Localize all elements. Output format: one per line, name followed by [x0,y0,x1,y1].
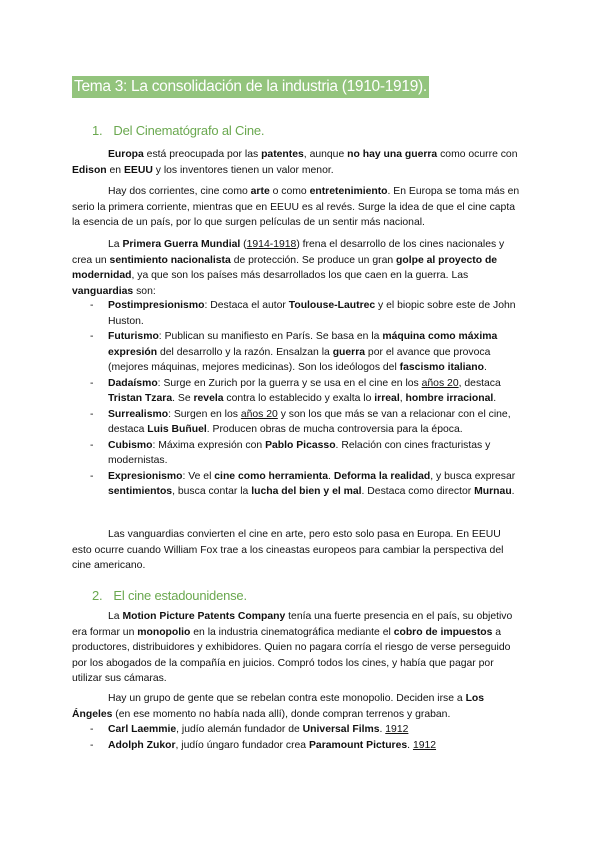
text-run: está preocupada por las [143,149,262,160]
text-run: tenía una fuerte presencia en el país, su objetivo era formar un [72,611,513,638]
bold-text: hombre irracional [405,393,494,404]
text-run: y son los que más se van a relacionar con el cine, destaca [108,408,511,435]
bold-text: Paramount Pictures [308,739,408,751]
bold-text: guerra [332,346,366,358]
text-run: . [407,739,413,751]
vanguard-list [72,298,522,500]
text-run: . [483,362,487,373]
text-run: La [108,239,123,250]
bold-text: Pablo Picasso [265,439,336,451]
text-run: , judío alemán fundador de [176,724,303,735]
text-run: : Destaca el autor [204,300,289,311]
text-run: , ya que son los países más desarrollados los que caen en la guerra. Las [131,270,469,281]
bold-text: Motion Picture Patents Company [122,611,286,622]
text-run: : Surgen en los [168,408,241,420]
text-run: . Se [172,393,194,404]
bold-text: Primera Guerra Mundial [122,239,241,250]
bold-text: Dadaísmo [108,377,158,389]
page-title: Tema 3: La consolidación de la industria (1910-1919). [72,76,429,98]
bold-text: golpe al proyecto de modernidad [72,254,498,281]
text-run: ) frena el desarrollo de los cines nacionales y crea un [72,239,505,266]
section-title: Del Cinematógrafo al Cine. [113,123,265,138]
list-item [72,738,522,754]
bold-text: Los Ángeles [72,693,485,720]
text-run: Hay un grupo de gente que se rebelan contra este monopolio. Deciden irse a [108,693,466,704]
text-run: de protección. Se produce un gran [230,254,397,266]
paragraph [72,237,522,299]
bold-text: Surrealismo [108,408,169,420]
text-run: son: [133,285,156,297]
bold-text: Deforma la realidad [333,470,431,482]
list-item [72,376,522,407]
text-run: . Producen obras de mucha controversia para la época. [206,424,463,435]
bold-text: revela [193,393,224,404]
dash-bullet: - [90,377,94,389]
bold-text: entretenimiento [309,186,388,197]
text-run: ( [240,239,247,250]
text-run: como ocurre con [437,149,518,160]
bold-text: Cubismo [108,439,153,451]
bold-text: sentimiento nacionalista [109,254,231,266]
text-run: del desarrollo y la razón. Ensalzan la [157,346,333,358]
text-run: : Ve el [182,470,215,482]
bold-text: Universal Films [302,724,380,735]
bold-text: no hay una guerra [347,149,438,160]
dash-bullet: - [90,331,94,342]
title-block [72,76,429,98]
underlined-text: 1914-1918 [246,239,297,250]
text-run: , y busca expresar [430,470,516,482]
list-item [72,298,522,329]
text-run: a productores, distribuidores y exhibidores. Quien no pagara corría el riesgo de verse perseguido por los abogados de la compañía en juicios. Compró todos los cines, y había que pagar por utilizar sus cámaras. [72,626,511,684]
text-run: en [106,164,124,176]
dash-bullet: - [90,470,94,482]
text-run: . [493,393,497,404]
text-run: . [511,486,515,497]
list-item [72,407,522,438]
bold-text: vanguardias [72,285,134,297]
text-run: o como [269,186,310,197]
text-run: , aunque [303,149,348,160]
list-item [72,329,522,376]
text-run: y los inventores tienen un valor menor. [152,164,334,176]
dash-bullet: - [90,408,94,420]
paragraph-text [72,691,522,722]
bold-text: irreal [374,393,400,404]
paragraph [72,609,522,687]
text-run: . [328,470,334,482]
section-heading-1 [92,123,264,138]
bold-text: patentes [261,149,304,160]
text-run: La [108,611,123,622]
text-run: . En Europa se toma más en serio la primera corriente, mientras que en EEUU es al revés. Surge la idea de que el cine capta la esencia de un país, por lo que surgen películas de un sentir más nacional. [72,186,520,228]
text-run: , destaca [458,377,501,389]
bold-text: Murnau [474,486,512,497]
text-run: , judío úngaro fundador crea [175,739,309,751]
founders-list [72,722,522,753]
paragraph-text [72,609,522,687]
dash-bullet: - [90,724,94,735]
bold-text: fascismo italiano [399,362,484,373]
text-run: : Máxima expresión con [152,439,266,451]
bold-text: cobro de impuestos [393,626,493,638]
bold-text: Toulouse-Lautrec [288,300,376,311]
underlined-text: años 20 [240,408,278,420]
text-run: . Destaca como director [361,486,475,497]
paragraph-text [72,147,522,178]
section-title: El cine estadounidense. [113,588,247,603]
bold-text: Carl Laemmie [108,724,177,735]
text-run: contra lo establecido y exalta lo [223,393,375,404]
text-run: Hay dos corrientes, cine como [108,186,251,197]
bold-text: cine como herramienta [214,470,329,482]
bold-text: Edison [72,164,107,176]
paragraph-text [72,184,522,231]
paragraph-text [72,237,522,299]
text-run: y el biopic sobre este de John Huston. [108,300,516,327]
dash-bullet: - [90,739,94,751]
underlined-text: 1912 [385,724,409,735]
paragraph-text [72,527,522,574]
section-number: 2. [92,588,103,603]
bold-text: Luis Buñuel [147,424,207,435]
dash-bullet: - [90,300,94,311]
text-run: . Relación con cines fracturistas y modernistas. [108,439,491,466]
list-item [72,438,522,469]
paragraph [72,147,522,178]
bold-text: Postimpresionismo [108,300,205,311]
paragraph [72,527,522,574]
underlined-text: años 20 [421,377,459,389]
list-item [72,469,522,500]
text-run: : Surge en Zurich por la guerra y se usa en el cine en los [157,377,422,389]
bold-text: lucha del bien y el mal [251,486,362,497]
list-item [72,722,522,738]
paragraph [72,184,522,231]
paragraph [72,691,522,722]
underlined-text: 1912 [412,739,437,751]
bold-text: arte [250,186,270,197]
text-run: (en ese momento no había nada allí), donde compran terrenos y graban. [112,708,451,720]
section-number: 1. [92,123,103,138]
bold-text: Tristan Tzara [108,393,173,404]
bold-text: Adolph Zukor [108,739,176,751]
text-run: : Publican su manifiesto en París. Se basa en la [158,331,383,342]
text-run: . [379,724,386,735]
bold-text: Expresionismo [108,470,183,482]
bold-text: monopolio [137,626,191,638]
text-run: por el avance que provoca (mejores máquinas, mejores medicinas). Son los ideólogos del [108,346,491,373]
dash-bullet: - [90,439,94,451]
text-run: en la industria cinematográfica mediante el [190,626,394,638]
bold-text: Europa [108,149,144,160]
bold-text: sentimientos [108,486,173,497]
section-heading-2 [92,588,247,603]
bold-text: EEUU [123,164,153,176]
text-run: , [399,393,406,404]
text-run: Las vanguardias convierten el cine en arte, pero esto solo pasa en Europa. En EEUU esto ocurre cuando William Fox trae a los cineastas europeos para cambiar la perspectiva del cine americano. [72,529,504,571]
text-run: , busca contar la [172,486,252,497]
bold-text: Futurismo [108,331,159,342]
bold-text: máquina como máxima expresión [108,331,498,358]
